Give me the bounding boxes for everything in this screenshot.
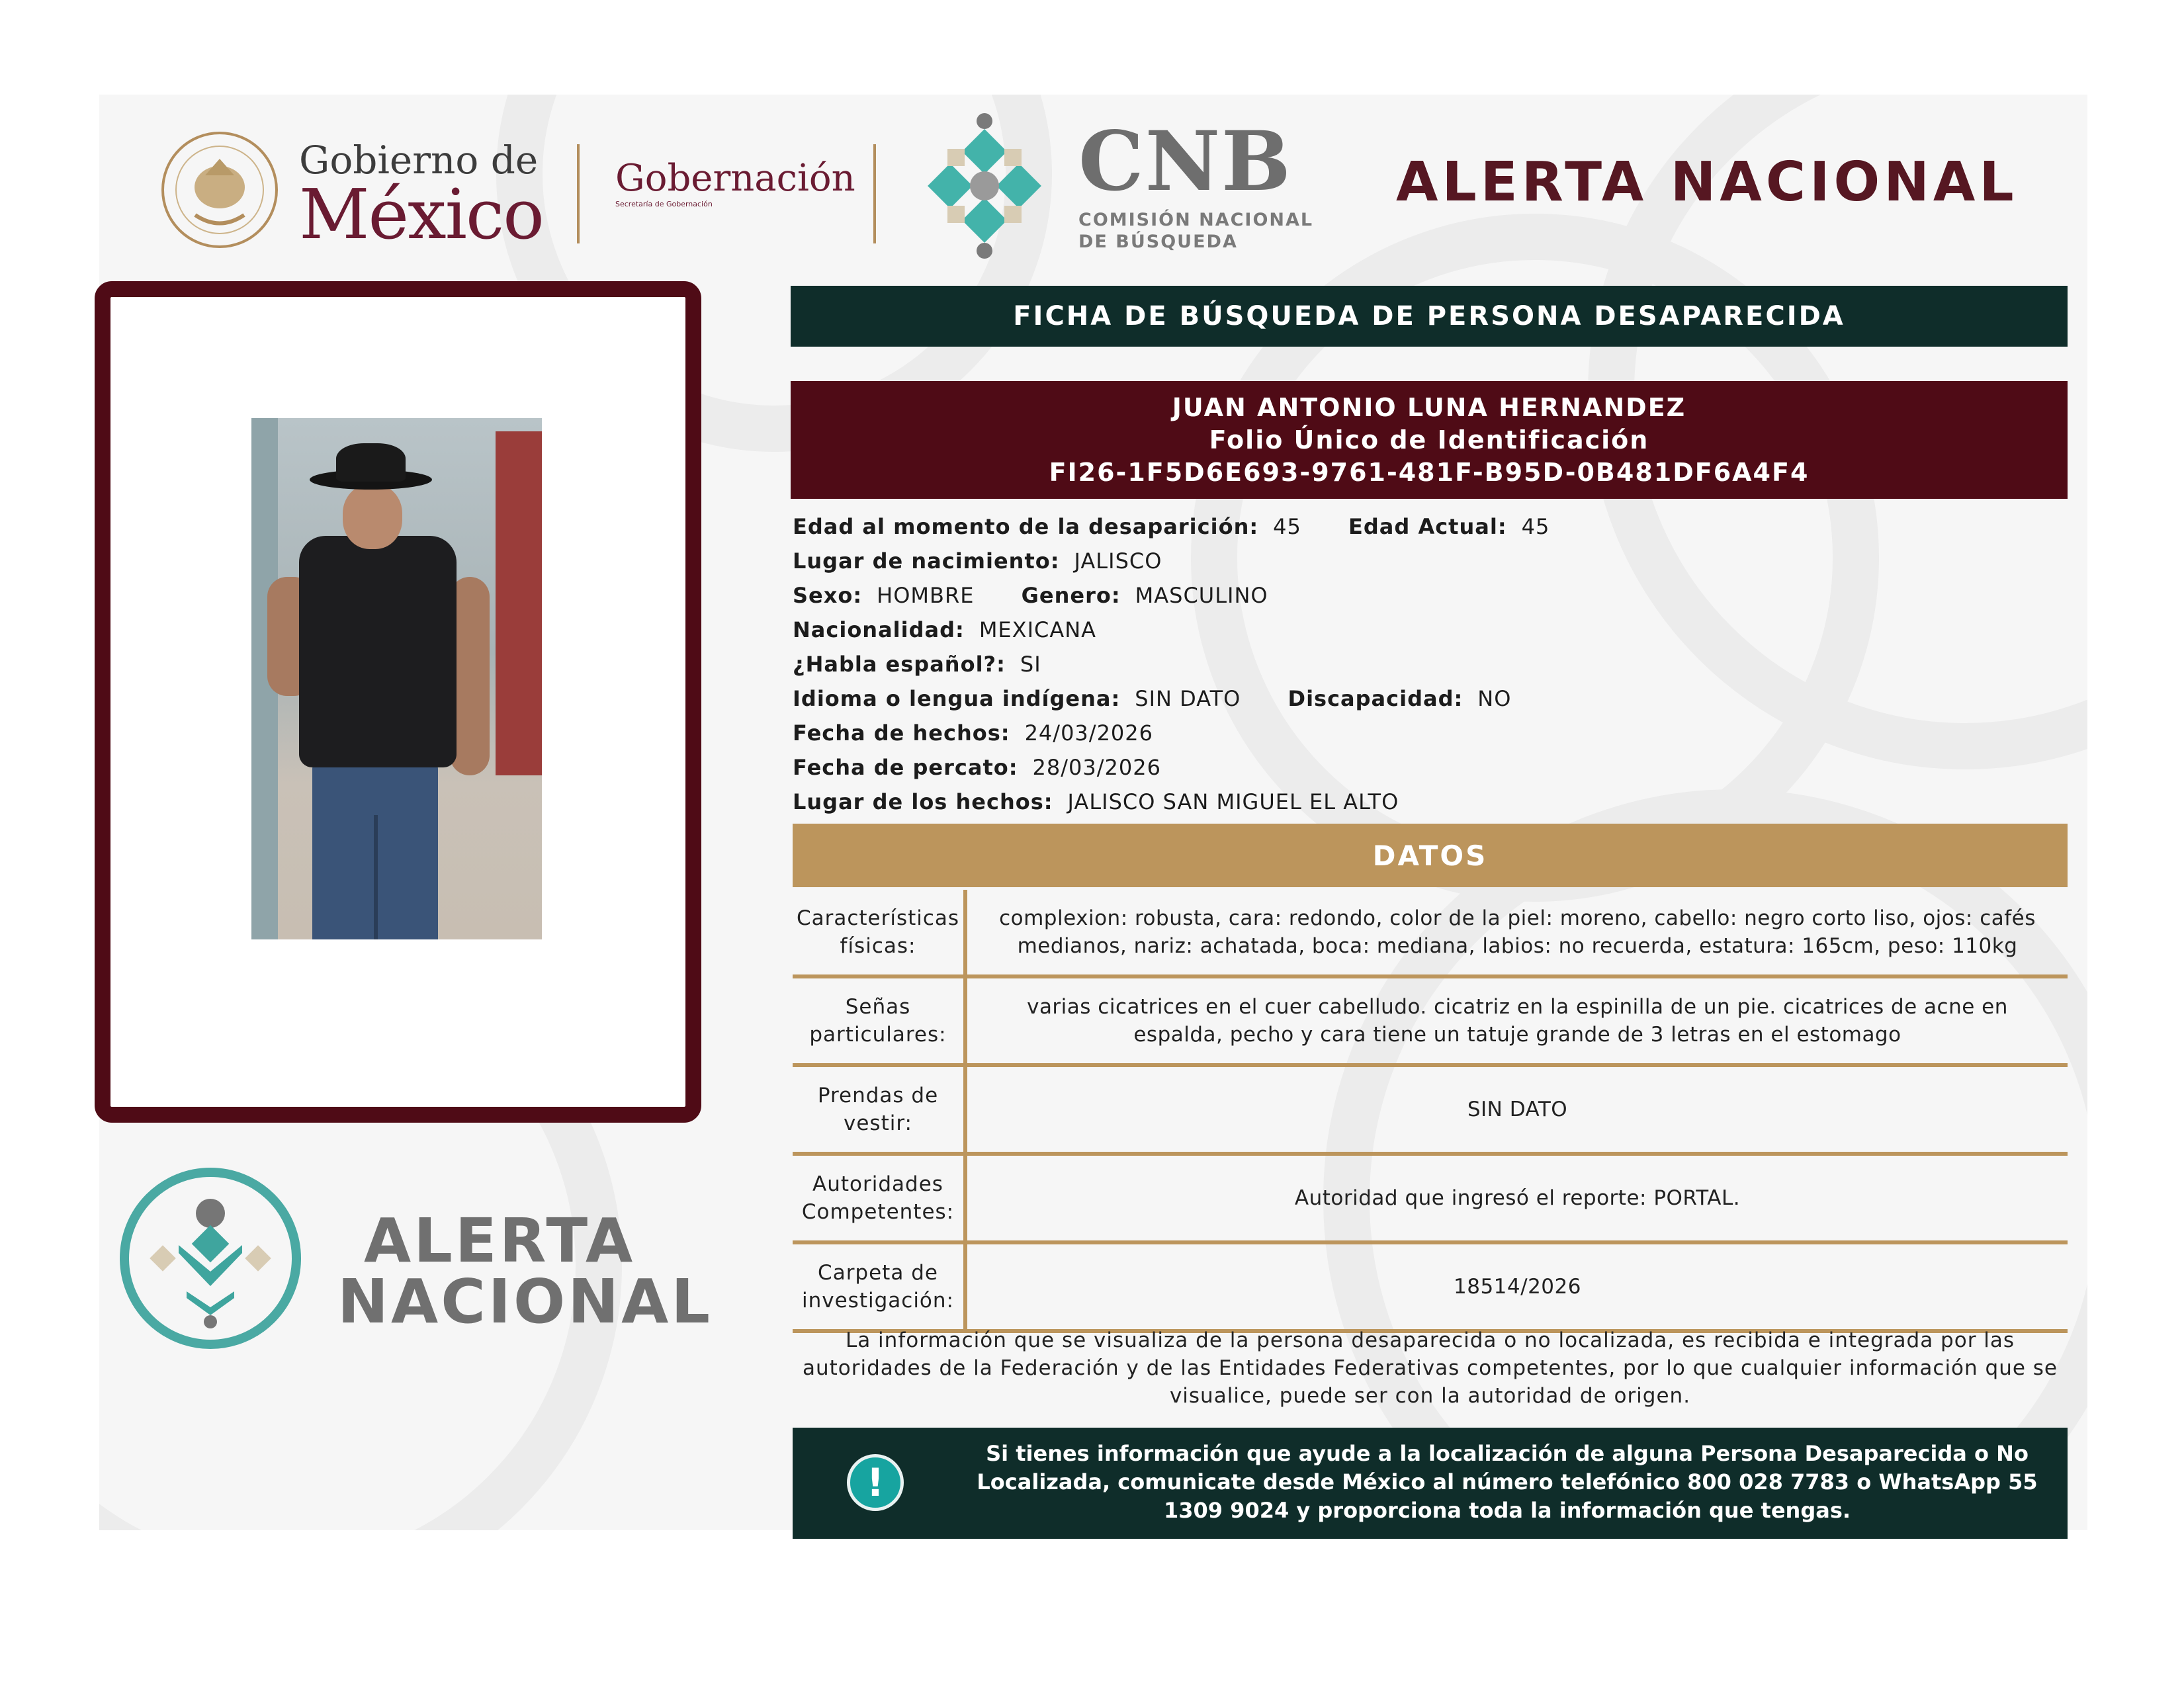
row-label: Prendas de vestir: xyxy=(793,1067,967,1152)
folio-value: FI26-1F5D6E693-9761-481F-B95D-0B481DF6A4F4 xyxy=(1049,457,1810,487)
header xyxy=(0,0,2184,278)
row-label: Características físicas: xyxy=(793,890,967,974)
alerta-logo-line1: ALERTA xyxy=(364,1205,636,1276)
habla-label: ¿Habla español?: xyxy=(793,652,1006,677)
table-row xyxy=(793,890,2068,978)
alerta-logo-line2: NACIONAL xyxy=(337,1266,713,1337)
divider xyxy=(873,144,876,243)
lugar-nacimiento-label: Lugar de nacimiento: xyxy=(793,548,1060,574)
edad-label: Edad al momento de la desaparición: xyxy=(793,514,1259,539)
info-row-fecha-hechos xyxy=(793,716,2050,750)
gobernacion-logo xyxy=(615,157,855,208)
datos-heading: DATOS xyxy=(793,824,2068,887)
cnb-subtitle-1: COMISIÓN NACIONAL xyxy=(1078,210,1314,230)
alerta-nacional-emblem-icon xyxy=(118,1166,303,1351)
row-value: varias cicatrices en el cuer cabelludo. cicatriz en la espinilla de un pie. cicatrices de acne en espalda, pecho y cara tiene un tatuje grande de 3 letras en el estomago xyxy=(1027,995,2008,1047)
sexo-value: HOMBRE xyxy=(877,583,975,608)
photo-figure xyxy=(299,536,457,767)
info-row-lugar-nacimiento xyxy=(793,544,2050,578)
divider xyxy=(577,144,580,243)
discapacidad-label: Discapacidad: xyxy=(1288,686,1463,711)
row-value: complexion: robusta, cara: redondo, color de la piel: moreno, cabello: negro corto liso, ojos: cafés medianos, nariz: achatada, boca: mediana, labios: no recuerda, estatura: 165cm, peso: 110kg xyxy=(999,906,2036,958)
nacionalidad-label: Nacionalidad: xyxy=(793,617,965,642)
idioma-label: Idioma o lengua indígena: xyxy=(793,686,1121,711)
table-row xyxy=(793,1244,2068,1333)
info-row-habla xyxy=(793,647,2050,681)
person-photo xyxy=(251,418,542,939)
cnb-emblem-icon xyxy=(908,109,1061,263)
row-value: Autoridad que ingresó el reporte: PORTAL. xyxy=(1294,1186,1741,1210)
exclamation-icon: ! xyxy=(847,1454,904,1511)
edad-actual-value: 45 xyxy=(1521,514,1550,539)
habla-value: SI xyxy=(1020,652,1041,677)
contact-text: Si tienes información que ayude a la localización de alguna Persona Desaparecida o No Localizada, comunicate desde México al número telefónico 800 028 7783 o WhatsApp 55 1309 9024 y proporciona toda la información que tengas. xyxy=(977,1441,2038,1523)
fecha-percato-value: 28/03/2026 xyxy=(1032,755,1161,780)
table-row xyxy=(793,978,2068,1067)
info-row-nacionalidad xyxy=(793,613,2050,647)
disclaimer-text: La información que se visualiza de la persona desaparecida o no localizada, es recibida e integrada por las autoridades de la Federación y de las Entidades Federativas competentes, por lo que cualquier información que se visualice, puede ser con la autoridad de origen. xyxy=(803,1328,2058,1408)
row-label: Autoridades Competentes: xyxy=(793,1156,967,1240)
info-row-lugar-hechos xyxy=(793,785,2050,819)
row-value: 18514/2026 xyxy=(1454,1275,1581,1299)
cnb-logo xyxy=(1078,114,1314,253)
fecha-percato-label: Fecha de percato: xyxy=(793,755,1018,780)
idioma-value: SIN DATO xyxy=(1135,686,1241,711)
photo-figure xyxy=(343,484,402,549)
fecha-hechos-label: Fecha de hechos: xyxy=(793,720,1010,746)
lugar-hechos-label: Lugar de los hechos: xyxy=(793,789,1053,814)
cnb-title: CNB xyxy=(1078,114,1292,210)
row-value: SIN DATO xyxy=(1467,1098,1568,1121)
edad-value: 45 xyxy=(1273,514,1301,539)
info-row-idioma xyxy=(793,681,2050,716)
person-name: JUAN ANTONIO LUNA HERNANDEZ xyxy=(1172,392,1686,422)
nacionalidad-value: MEXICANA xyxy=(979,617,1097,642)
ficha-title: FICHA DE BÚSQUEDA DE PERSONA DESAPARECIDA xyxy=(791,286,2068,347)
row-label: Carpeta de investigación: xyxy=(793,1244,967,1329)
alerta-nacional-heading: ALERTA NACIONAL xyxy=(1396,151,2018,214)
person-header xyxy=(791,381,2068,499)
photo-background xyxy=(496,431,542,775)
gobernacion-title: Gobernación xyxy=(615,157,855,200)
alerta-nacional-logo-text xyxy=(337,1205,713,1337)
row-label: Señas particulares: xyxy=(793,978,967,1063)
datos-table xyxy=(793,890,2068,1333)
person-info xyxy=(793,509,2050,819)
info-row-sexo xyxy=(793,578,2050,613)
lugar-hechos-value: JALISCO SAN MIGUEL EL ALTO xyxy=(1067,789,1399,814)
fecha-hechos-value: 24/03/2026 xyxy=(1024,720,1153,746)
sexo-label: Sexo: xyxy=(793,583,863,608)
gobierno-line2: México xyxy=(299,174,543,255)
folio-label: Folio Único de Identificación xyxy=(1209,425,1649,454)
info-row-edad xyxy=(793,509,2050,544)
contact-banner xyxy=(793,1428,2068,1539)
genero-label: Genero: xyxy=(1021,583,1121,608)
genero-value: MASCULINO xyxy=(1135,583,1268,608)
edad-actual-label: Edad Actual: xyxy=(1348,514,1507,539)
table-row xyxy=(793,1156,2068,1244)
gobernacion-subtitle: Secretaría de Gobernación xyxy=(615,200,713,208)
discapacidad-value: NO xyxy=(1477,686,1512,711)
cnb-subtitle-2: DE BÚSQUEDA xyxy=(1078,232,1238,252)
lugar-nacimiento-value: JALISCO xyxy=(1074,548,1162,574)
table-row xyxy=(793,1067,2068,1156)
photo-figure xyxy=(374,815,378,939)
photo-figure xyxy=(336,443,406,482)
gobierno-de-mexico-logo xyxy=(299,138,543,255)
mexico-coat-of-arms-icon xyxy=(155,129,284,251)
gobierno-line1: Gobierno de xyxy=(299,138,539,183)
info-row-fecha-percato xyxy=(793,750,2050,785)
